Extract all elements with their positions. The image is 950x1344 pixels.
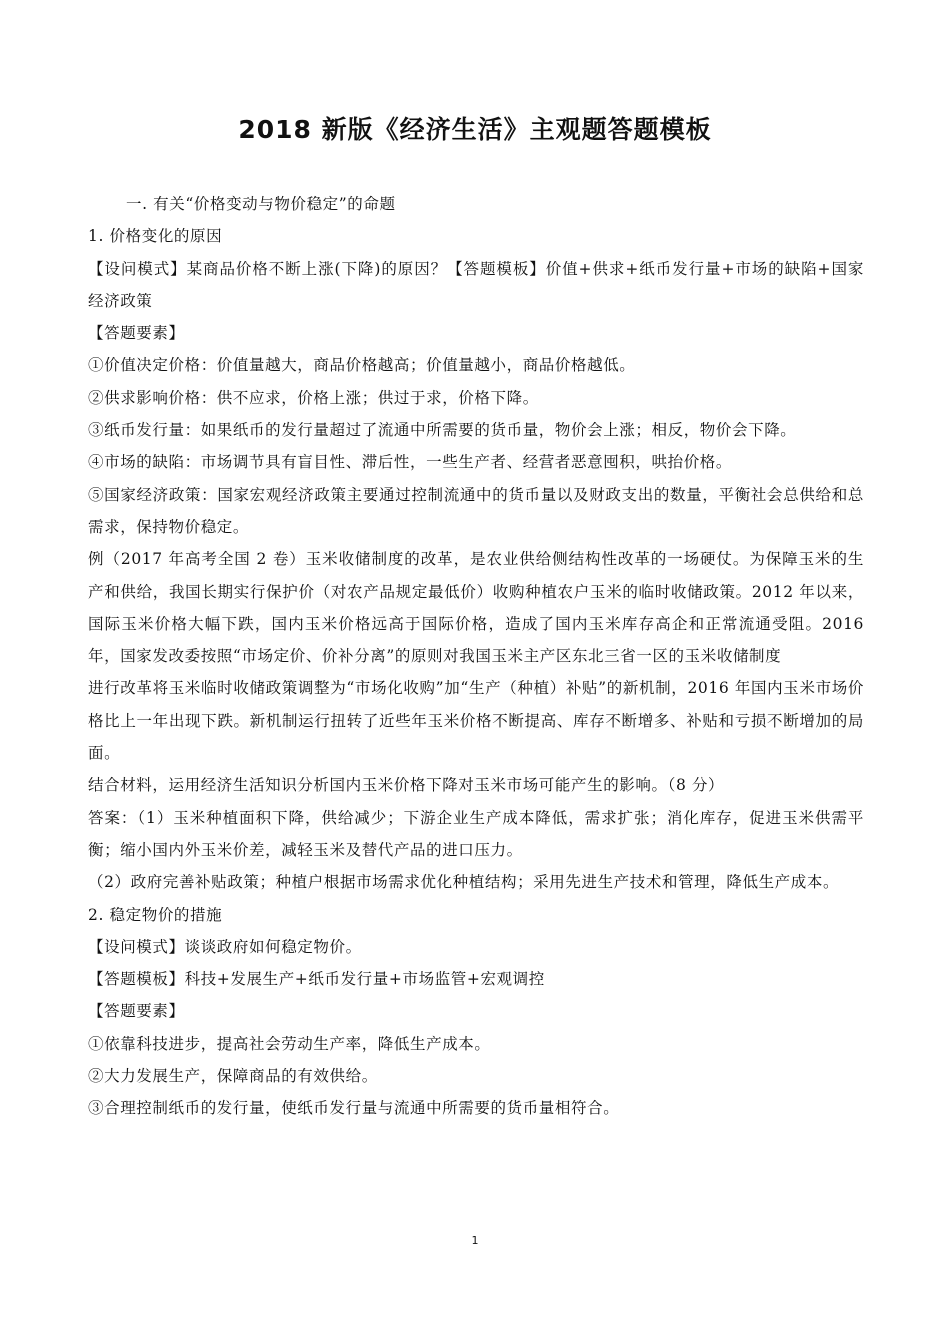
paragraph: 【设问模式】谈谈政府如何稳定物价。 — [88, 937, 362, 956]
document-body — [88, 188, 864, 1125]
paragraph: 【答题要素】 — [88, 324, 185, 343]
paragraph: （2）政府完善补贴政策；种植户根据市场需求优化种植结构；采用先进生产技术和管理，降低生产成本。 — [88, 873, 840, 892]
paragraph: ①价值决定价格：价值量越大，商品价格越高；价值量越小，商品价格越低。 — [88, 356, 636, 375]
paragraph: ③合理控制纸币的发行量，使纸币发行量与流通中所需要的货币量相符合。 — [88, 1099, 620, 1118]
paragraph: 答案：（1）玉米种植面积下降，供给减少；下游企业生产成本降低，需求扩张；消化库存，促进玉米供需平衡；缩小国内外玉米价差，减轻玉米及替代产品的进口压力。 — [88, 808, 864, 859]
page-number: 1 — [471, 1234, 479, 1247]
paragraph: 【答题要素】 — [88, 1002, 185, 1021]
paragraph: ②供求影响价格：供不应求，价格上涨；供过于求，价格下降。 — [88, 388, 539, 407]
paragraph: ⑤国家经济政策：国家宏观经济政策主要通过控制流通中的货币量以及财政支出的数量，平衡社会总供给和总需求，保持物价稳定。 — [88, 485, 864, 536]
paragraph: 【答题模板】科技+发展生产+纸币发行量+市场监管+宏观调控 — [88, 970, 545, 989]
paragraph: 进行改革将玉米临时收储政策调整为“市场化收购”加“生产（种植）补贴”的新机制，2016 年国内玉米市场价格比上一年出现下跌。新机制运行扭转了近些年玉米价格不断提高、库存不断增多、补贴和亏损不断增加的局面。 — [88, 679, 864, 763]
paragraph: 结合材料，运用经济生活知识分析国内玉米价格下降对玉米市场可能产生的影响。（8 分） — [88, 776, 725, 795]
section-heading: 一. 有关“价格变动与物价稳定”的命题 — [126, 195, 396, 213]
subsection-heading: 1. 价格变化的原因 — [88, 227, 223, 246]
paragraph: 【设问模式】某商品价格不断上涨(下降)的原因？【答题模板】价值+供求+纸币发行量+市场的缺陷+国家经济政策 — [88, 259, 864, 310]
subsection-heading: 2. 稳定物价的措施 — [88, 905, 223, 924]
paragraph: ③纸币发行量：如果纸币的发行量超过了流通中所需要的货币量，物价会上涨；相反，物价会下降。 — [88, 421, 797, 440]
paragraph: ④市场的缺陷：市场调节具有盲目性、滞后性，一些生产者、经营者恶意囤积，哄抬价格。 — [88, 453, 733, 472]
paragraph: ②大力发展生产，保障商品的有效供给。 — [88, 1067, 378, 1086]
page-title: 2018 新版《经济生活》主观题答题模板 — [238, 115, 712, 144]
paragraph: ①依靠科技进步，提高社会劳动生产率，降低生产成本。 — [88, 1034, 491, 1053]
paragraph: 例（2017 年高考全国 2 卷）玉米收储制度的改革，是农业供给侧结构性改革的一场硬仗。为保障玉米的生产和供给，我国长期实行保护价（对农产品规定最低价）收购种植农户玉米的临时收储政策。2012 年以来，国际玉米价格大幅下跌，国内玉米价格远高于国际价格，造成了国内玉米库存高企和正常流通受阻。2016 年，国家发改委按照“市场定价、价补分离”的原则对我国玉米主产区东北三省一区的玉米收储制度 — [88, 550, 864, 666]
